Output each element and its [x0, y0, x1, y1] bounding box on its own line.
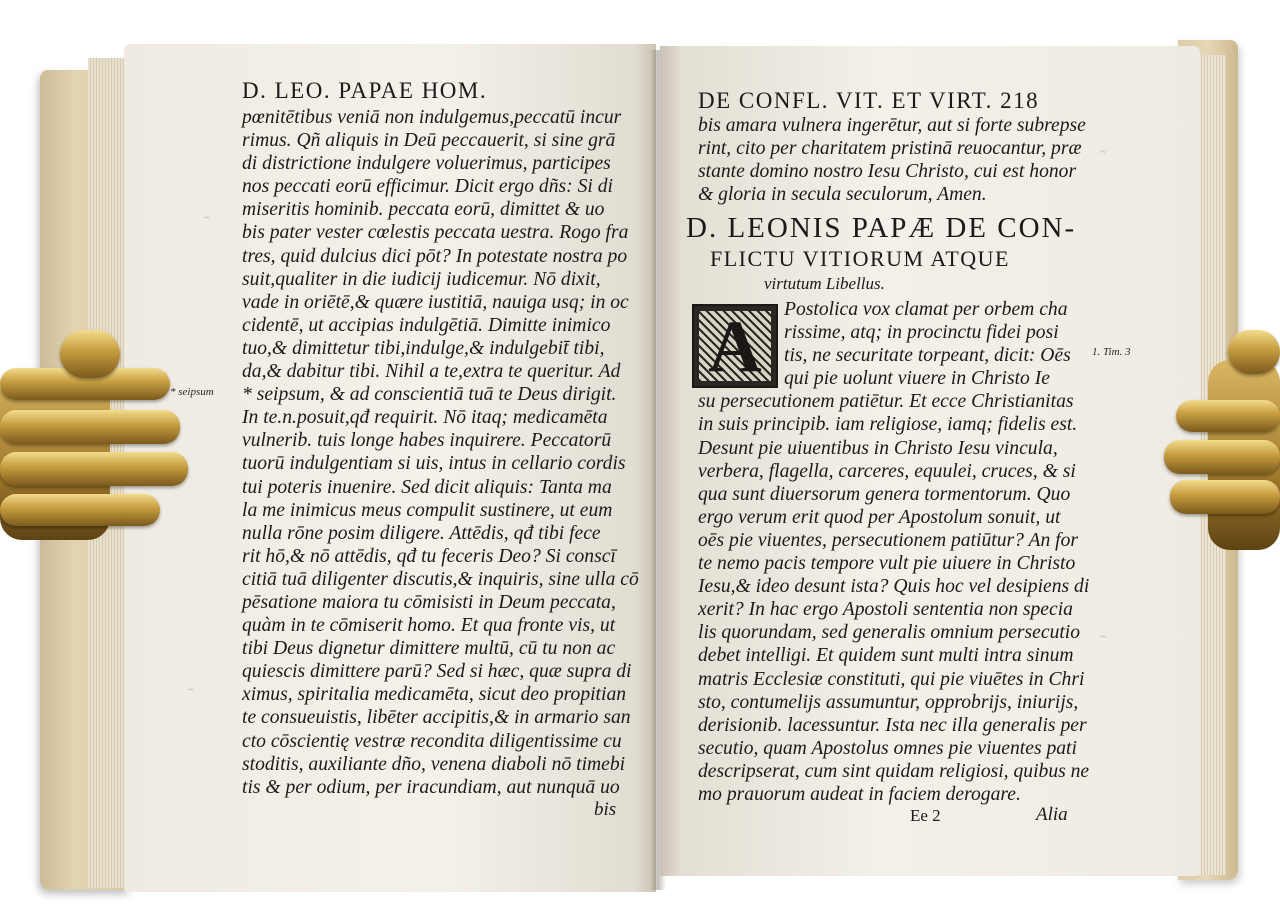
left-page-text — [242, 106, 639, 799]
text-line: Desunt pie uiuentibus in Christo Iesu vincula, — [698, 437, 1058, 459]
text-line: ergo verum erit quod per Apostolum sonuit, ut — [698, 506, 1061, 528]
section-subtitle-tail: virtutum Libellus. — [764, 274, 885, 293]
text-line: pœnitētibus veniā non indulgemus,peccatū incur — [242, 107, 622, 128]
text-line: rint, cito per charitatem pristinā reuocantur, præ — [698, 138, 1082, 160]
text-line: xerit? In hac ergo Apostoli sententia non specia — [698, 599, 1073, 621]
text-line: suit,qualiter in die iudicij iudicemur. Nō dixit, — [242, 268, 601, 290]
text-line: tis, ne securitate torpeant, dicit: Oēs — [784, 345, 1071, 367]
text-line: rissime, atq; in procinctu fidei posi — [784, 322, 1059, 344]
text-line: cto cōscientię vestræ recondita diligentissime cu — [242, 730, 622, 752]
bleed-through-mark: ~ — [188, 684, 194, 696]
hand-finger — [1164, 440, 1280, 474]
text-line: tui poteris inuenire. Sed dicit aliquis: Tanta ma — [242, 476, 612, 498]
left-catchword: bis — [594, 799, 617, 820]
hand-finger — [1170, 480, 1280, 514]
text-line: debet intelligi. Et quidem sunt multi intra sinum — [698, 645, 1074, 667]
left-margin-note: * seipsum — [170, 386, 214, 398]
text-line: sto, contumelijs assumuntur, opprobrijs, iniurijs, — [698, 691, 1079, 713]
text-line: * seipsum, & ad conscientiā tuā te Deus dirigit. — [242, 384, 617, 406]
text-line: tis & per odium, per iracundiam, aut nunquā uo — [242, 776, 620, 798]
text-line: quàm in te cōmiserit homo. Et qua fronte vis, ut — [242, 615, 616, 637]
text-line: di districtione indulgere voluerimus, participes — [242, 153, 611, 175]
text-line: miseritis hominib. peccata eorū, dimittet & uo — [242, 199, 605, 221]
bleed-through-mark: ~ — [204, 212, 210, 224]
right-margin-note: 1. Tim. 3 — [1092, 346, 1131, 358]
text-line: rimus. Qñ aliquis in Deū peccauerit, si sine grā — [242, 130, 616, 152]
text-line: tuo,& dimittetur tibi,indulge,& indulgebit̄ tibi, — [242, 337, 605, 359]
right-page-text — [698, 298, 1089, 806]
text-line: tibi Deus dignetur dimittere multū, cū tu non ac — [242, 638, 616, 660]
section-title: D. LEONIS PAPÆ DE CON- — [686, 212, 1077, 244]
text-line: bis amara vulnera ingerētur, aut si forte subrepse — [698, 115, 1086, 136]
text-line: Iesu,& ideo desunt ista? Quis hoc vel desipiens di — [698, 576, 1090, 598]
left-running-header: D. LEO. PAPAE HOM. — [242, 78, 488, 103]
text-line: la me inimicus meus compulit sustinere, ut eum — [242, 499, 613, 521]
text-line: stante domino nostro Iesu Christo, cui est honor — [698, 161, 1077, 183]
text-line: qui pie uolunt viuere in Christo Ie — [784, 368, 1050, 390]
section-subtitle: FLICTU VITIORUM ATQUE — [710, 246, 1010, 271]
text-line: su persecutionem patiētur. Et ecce Christianitas — [698, 391, 1074, 413]
text-line: qua sunt diuersorum genera tormentorum. Quo — [698, 483, 1071, 505]
text-line: cidentē, ut accipias indulgētiā. Dimitte inimico — [242, 314, 611, 336]
hand-thumb — [60, 330, 120, 378]
text-line: te nemo pacis tempore vult pie uiuere in Christo — [698, 553, 1076, 575]
right-catchword: Alia — [1036, 804, 1068, 825]
hand-finger — [0, 494, 160, 526]
text-line: bis pater vester cœlestis peccata uestra. Rogo fra — [242, 222, 629, 244]
text-line: In te.n.posuit,qđ requirit. Nō itaq; medicamēta — [242, 407, 608, 429]
hand-finger — [0, 452, 188, 486]
text-line: da,& dabitur tibi. Nihil a te,extra te queritur. Ad — [242, 361, 621, 383]
text-line: secutio, quam Apostolus omnes pie viuentes pati — [698, 737, 1077, 759]
text-line: matris Ecclesiæ constituti, qui pie viuētes in Chri — [698, 668, 1085, 690]
bleed-through-mark: ~ — [1100, 146, 1106, 158]
text-line: stoditis, auxiliante dño, venena diaboli nō timebi — [242, 753, 626, 775]
text-line: ximus, spiritalia medicamēta, sicut deo propitian — [242, 684, 627, 706]
text-line: lis quorundam, sed generalis omnium persecutio — [698, 622, 1081, 644]
right-running-header: DE CONFL. VIT. ET VIRT. 218 — [698, 88, 1040, 113]
right-page — [660, 46, 1200, 876]
text-line: derisionib. lacessuntur. Ista nec illa generalis per — [698, 714, 1087, 736]
text-line: mo prauorum audeat in faciem derogare. — [698, 783, 1021, 805]
text-line: pēsatione maiora tu cōmisisti in Deum peccata, — [242, 591, 616, 613]
text-line: quiescis dimittere parū? Sed si hæc, quæ supra di — [242, 661, 632, 683]
hand-thumb — [1228, 330, 1280, 374]
text-line: & gloria in secula seculorum, Amen. — [698, 184, 987, 206]
text-line: oēs pie viuentes, persecutionem patiūtur? An for — [698, 529, 1079, 551]
printer-signature: Ee 2 — [910, 806, 941, 825]
text-line: tuorū indulgentiam si uis, intus in cellario cordis — [242, 453, 626, 475]
text-line: nulla rōne posim diligere. Attēdis, qđ tibi fece — [242, 522, 601, 544]
hand-finger — [0, 410, 180, 444]
initial-letter: A — [708, 306, 762, 388]
text-line: te consueuistis, libēter accipitis,& in armario san — [242, 707, 631, 729]
text-line: verbera, flagella, carceres, equulei, cruces, & si — [698, 460, 1076, 482]
right-page-opening-text — [698, 114, 1086, 206]
bleed-through-mark: ~ — [1100, 631, 1106, 643]
text-line: vade in oriētē,& quære iustitiā, nauiga usq; in oc — [242, 291, 629, 313]
left-brass-hand-holder — [0, 330, 195, 580]
text-line: Postolica vox clamat per orbem cha — [784, 299, 1068, 320]
text-line: in suis principib. iam religiose, iamq; fidelis est. — [698, 414, 1078, 436]
text-line: vulnerib. tuis longe habes inquirere. Peccatorū — [242, 430, 612, 452]
text-line: tres, quid dulcius dici pōt? In potestate nostra po — [242, 245, 628, 267]
right-brass-hand-holder — [1158, 330, 1280, 570]
text-line: rit hō,& nō attēdis, qđ tu feceris Deo? Si conscī — [242, 545, 616, 567]
left-page — [124, 44, 656, 892]
text-line: nos peccati eorū efficimur. Dicit ergo dñs: Si di — [242, 176, 613, 198]
text-line: citiā tuā diligenter discutis,& inquiris, sine ulla cō — [242, 568, 639, 590]
hand-finger — [1176, 400, 1280, 432]
text-line: descripserat, cum sint quidam religiosi, quibus ne — [698, 760, 1090, 782]
